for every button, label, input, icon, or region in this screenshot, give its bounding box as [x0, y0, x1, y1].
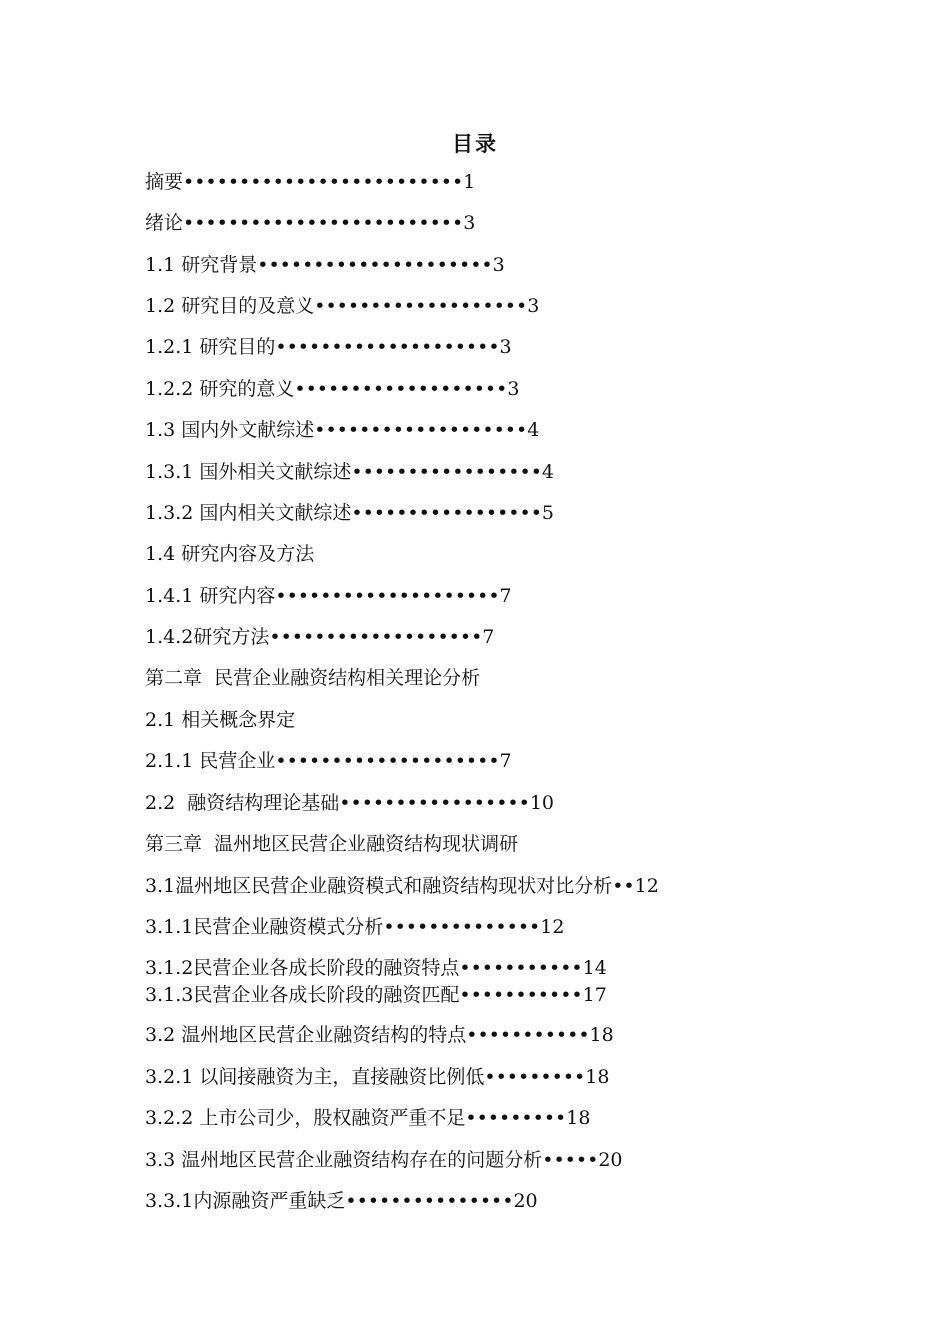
- toc-page-number: 14: [582, 957, 607, 979]
- toc-page-number: 7: [499, 585, 512, 607]
- toc-page-number: 20: [513, 1190, 538, 1212]
- toc-entry-title: 1.4 研究内容及方法: [145, 543, 315, 565]
- toc-entry[interactable]: [145, 913, 564, 941]
- toc-entry[interactable]: [145, 168, 475, 196]
- toc-entry[interactable]: [145, 954, 607, 982]
- toc-entry[interactable]: [145, 458, 554, 486]
- toc-leader-dots: •••••••••••••••••: [339, 792, 530, 814]
- toc-entry-title: 1.3 国内外文献综述: [145, 419, 315, 441]
- toc-entry-title: 1.4.2研究方法: [145, 626, 270, 648]
- toc-leader-dots: •••••••••••••••••: [351, 461, 542, 483]
- toc-entry-title: 1.1 研究背景: [145, 254, 258, 276]
- toc-entry[interactable]: [145, 1021, 614, 1049]
- toc-leader-dots: •••••••••••••••••••••: [257, 254, 493, 276]
- toc-entry-title: 第二章 民营企业融资结构相关理论分析: [145, 667, 481, 689]
- toc-entry-title: 3.1.2民营企业各成长阶段的融资特点: [145, 957, 460, 979]
- toc-entry-title: 绪论: [145, 212, 184, 234]
- toc-leader-dots: •••••••••••••••: [345, 1190, 514, 1212]
- toc-entry[interactable]: [145, 789, 554, 817]
- toc-entry-title: 摘要: [145, 171, 184, 193]
- toc-entry[interactable]: [145, 499, 554, 527]
- toc-page-number: 3: [527, 295, 540, 317]
- toc-leader-dots: •••••••••••••••••: [351, 502, 542, 524]
- toc-page-number: 4: [541, 461, 555, 483]
- toc-entry-title: 1.2 研究目的及意义: [145, 295, 315, 317]
- toc-page-number: 18: [589, 1024, 614, 1046]
- toc-page-number: 12: [634, 875, 659, 897]
- toc-leader-dots: ••••••••••••••••••••: [275, 336, 500, 358]
- toc-entry-title: 3.1温州地区民营企业融资模式和融资结构现状对比分析: [145, 875, 613, 897]
- toc-entry-title: 1.3.2 国内相关文献综述: [145, 502, 352, 524]
- toc-entry[interactable]: [145, 333, 512, 361]
- toc-title: 目录: [452, 131, 498, 156]
- toc-entry[interactable]: [145, 292, 539, 320]
- toc-page-number: 7: [482, 626, 495, 648]
- toc-entry[interactable]: [145, 582, 512, 610]
- toc-page-number: 1: [463, 171, 476, 193]
- toc-page-number: 18: [566, 1107, 591, 1129]
- toc-entry-title: 3.2 温州地区民营企业融资结构的特点: [145, 1024, 467, 1046]
- toc-leader-dots: •••••••••••••••••••: [269, 626, 483, 648]
- toc-leader-dots: ••••••••••••••••••••: [275, 585, 500, 607]
- toc-page-number: 12: [540, 916, 565, 938]
- toc-entry-title: 3.3.1内源融资严重缺乏: [145, 1190, 346, 1212]
- toc-entry-title: 3.2.1 以间接融资为主，直接融资比例低: [145, 1066, 485, 1088]
- toc-entry[interactable]: [145, 1063, 609, 1091]
- toc-leader-dots: •••••••••••••••••••: [314, 419, 528, 441]
- toc-entry-title: 1.2.2 研究的意义: [145, 378, 295, 400]
- toc-page-number: 5: [541, 502, 555, 524]
- toc-entry-title: 2.1.1 民营企业: [145, 750, 276, 772]
- toc-leader-dots: ••••••••••••••: [383, 916, 541, 938]
- toc-entry[interactable]: [145, 1146, 623, 1174]
- toc-leader-dots: •••••••••••••••••••: [314, 295, 528, 317]
- toc-page-number: 3: [499, 336, 512, 358]
- toc-leader-dots: ••••••••••••••••••••: [275, 750, 500, 772]
- toc-leader-dots: ••: [612, 875, 635, 897]
- toc-entry[interactable]: [145, 251, 505, 279]
- toc-leader-dots: •••••••••: [465, 1107, 567, 1129]
- toc-page-number: 3: [492, 254, 505, 276]
- toc-page-number: 3: [463, 212, 476, 234]
- toc-entry[interactable]: [145, 623, 494, 651]
- toc-entry-title: 2.2 融资结构理论基础: [145, 792, 340, 814]
- toc-page-number: 10: [529, 792, 555, 814]
- toc-leader-dots: •••••••••: [484, 1066, 586, 1088]
- toc-page-number: 20: [598, 1149, 623, 1171]
- toc-leader-dots: •••••: [542, 1149, 599, 1171]
- toc-leader-dots: •••••••••••: [459, 957, 583, 979]
- toc-entry-title: 1.2.1 研究目的: [145, 336, 276, 358]
- toc-entry[interactable]: [145, 664, 480, 692]
- toc-entry-title: 3.1.1民营企业融资模式分析: [145, 916, 384, 938]
- toc-entry-title: 3.2.2 上市公司少，股权融资严重不足: [145, 1107, 466, 1129]
- toc-leader-dots: •••••••••••: [459, 984, 583, 1006]
- toc-entry[interactable]: [145, 1187, 538, 1215]
- toc-entry[interactable]: [145, 872, 659, 900]
- toc-page-number: 18: [585, 1066, 610, 1088]
- toc-entry-title: 2.1 相关概念界定: [145, 709, 296, 731]
- toc-page-number: 17: [582, 984, 607, 1006]
- toc-entry-title: 3.1.3民营企业各成长阶段的融资匹配: [145, 984, 460, 1006]
- toc-entry-title: 1.3.1 国外相关文献综述: [145, 461, 352, 483]
- toc-entry[interactable]: [145, 830, 518, 858]
- toc-entry-title: 1.4.1 研究内容: [145, 585, 276, 607]
- toc-page-number: 3: [507, 378, 520, 400]
- toc-entry[interactable]: [145, 540, 314, 568]
- toc-entry[interactable]: [145, 1104, 590, 1132]
- toc-leader-dots: •••••••••••••••••••••••••: [183, 171, 464, 193]
- toc-entry[interactable]: [145, 209, 475, 237]
- toc-entry[interactable]: [145, 706, 295, 734]
- toc-page-number: 7: [499, 750, 512, 772]
- toc-leader-dots: •••••••••••••••••••••••••: [183, 212, 464, 234]
- toc-page-number: 4: [527, 419, 540, 441]
- toc-entry[interactable]: [145, 375, 519, 403]
- toc-entry-title: 第三章 温州地区民营企业融资结构现状调研: [145, 833, 519, 855]
- toc-entry[interactable]: [145, 747, 512, 775]
- toc-leader-dots: •••••••••••••••••••: [294, 378, 508, 400]
- toc-leader-dots: •••••••••••: [466, 1024, 590, 1046]
- toc-entry[interactable]: [145, 981, 607, 1009]
- toc-entry[interactable]: [145, 416, 539, 444]
- toc-entry-title: 3.3 温州地区民营企业融资结构存在的问题分析: [145, 1149, 543, 1171]
